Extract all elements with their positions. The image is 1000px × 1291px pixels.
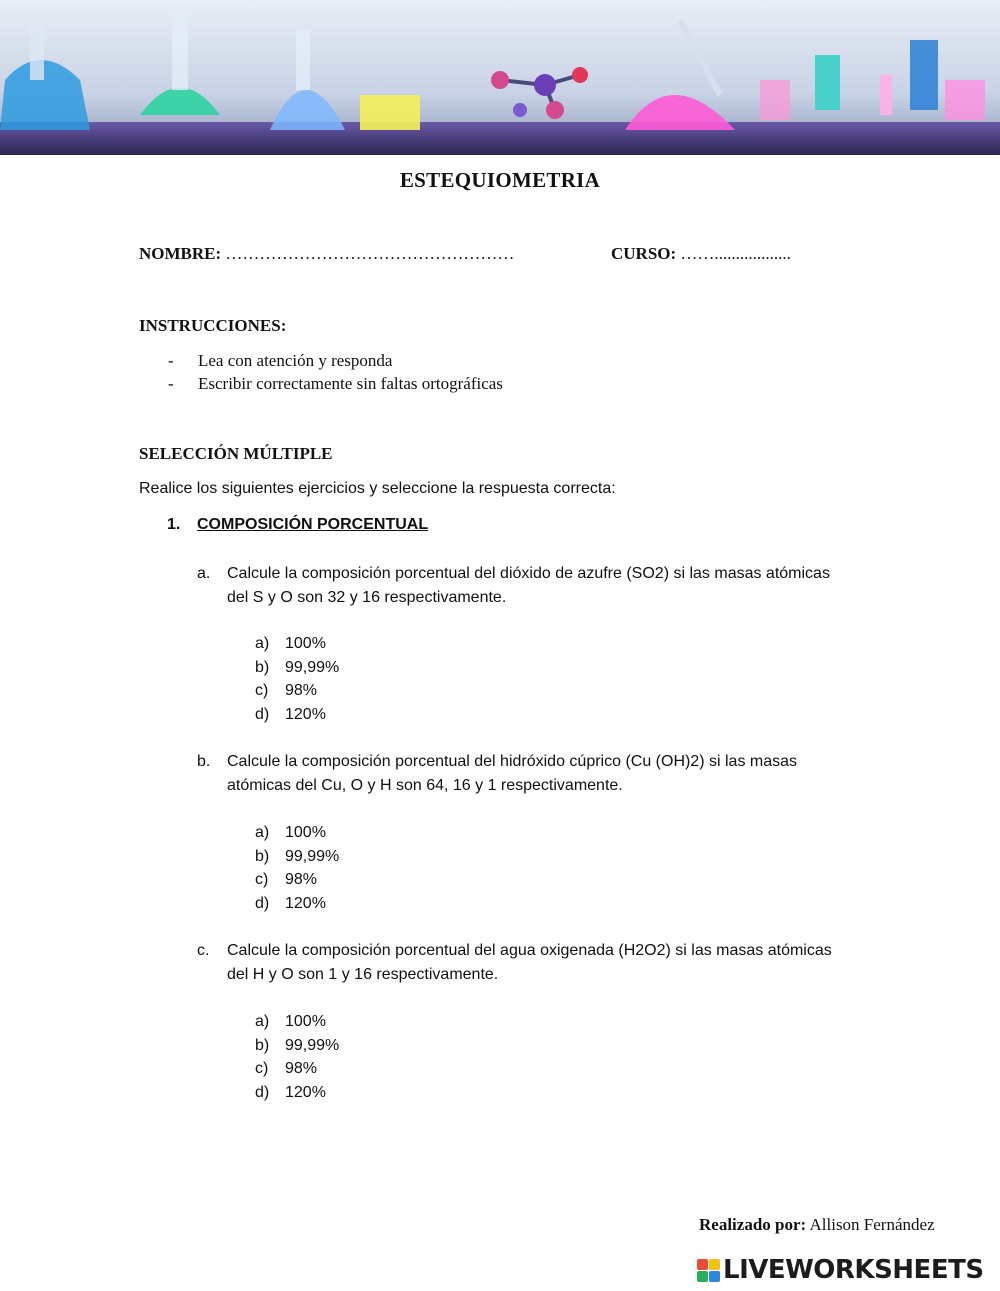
question-b	[197, 750, 847, 798]
option-label: b)	[255, 847, 270, 865]
option-item[interactable]	[255, 845, 339, 869]
option-item[interactable]	[255, 868, 339, 892]
list-bullet: -	[168, 351, 174, 370]
mark-square	[709, 1259, 720, 1270]
question-label: a.	[197, 565, 211, 582]
name-field	[139, 244, 514, 264]
option-text[interactable]: 120%	[285, 894, 326, 912]
option-label: a)	[255, 1013, 270, 1030]
option-label: d)	[255, 705, 270, 723]
option-label: b)	[255, 1036, 270, 1054]
course-field	[611, 244, 791, 264]
list-item	[168, 372, 503, 395]
topic-title: COMPOSICIÓN PORCENTUAL	[197, 516, 429, 533]
question-label: b.	[197, 753, 211, 770]
topic-number: 1.	[167, 516, 181, 533]
option-text[interactable]: 100%	[285, 635, 326, 652]
options-question-b	[255, 821, 339, 915]
option-label: c)	[255, 682, 269, 699]
list-bullet: -	[168, 374, 174, 393]
option-label: b)	[255, 658, 270, 676]
option-text[interactable]: 98%	[285, 682, 318, 699]
option-text[interactable]: 98%	[285, 871, 318, 888]
section-lead: Realice los siguientes ejercicios y seleccione la respuesta correcta:	[139, 480, 616, 497]
option-label: d)	[255, 1083, 270, 1101]
instructions-heading: INSTRUCCIONES:	[139, 316, 287, 335]
question-label: c.	[197, 942, 210, 959]
liveworksheets-mark-icon	[697, 1259, 720, 1282]
question-text: Calcule la composición porcentual del hidróxido cúprico (Cu (OH)2) si las masas atómicas del Cu, O y H son 64, 16 y 1 respectivamente.	[227, 753, 798, 794]
option-text[interactable]: 99,99%	[285, 658, 340, 676]
instructions-list	[168, 349, 503, 395]
name-blank[interactable]: ……………………………………………	[225, 244, 515, 263]
option-label: c)	[255, 1060, 269, 1077]
author-credit	[699, 1215, 935, 1235]
option-text[interactable]: 100%	[285, 824, 326, 841]
author-name: Allison Fernández	[809, 1215, 935, 1234]
header-lab-banner	[0, 0, 1000, 155]
option-item[interactable]	[255, 632, 339, 656]
mark-square	[697, 1259, 708, 1270]
name-label: NOMBRE:	[139, 244, 222, 263]
option-item[interactable]	[255, 1034, 339, 1058]
instruction-text: Lea con atención y responda	[198, 351, 393, 370]
option-text[interactable]: 99,99%	[285, 1036, 340, 1054]
page-title: ESTEQUIOMETRIA	[399, 168, 601, 192]
option-label: c)	[255, 871, 269, 888]
made-by-label: Realizado por:	[699, 1215, 807, 1234]
options-question-a	[255, 632, 339, 726]
option-item[interactable]	[255, 892, 339, 916]
option-item[interactable]	[255, 1081, 339, 1105]
option-label: a)	[255, 635, 270, 652]
option-item[interactable]	[255, 656, 339, 680]
option-label: d)	[255, 894, 270, 912]
option-text[interactable]: 99,99%	[285, 847, 340, 865]
mark-square	[709, 1271, 720, 1282]
option-item[interactable]	[255, 703, 339, 727]
liveworksheets-wordmark: LIVEWORKSHEETS	[723, 1255, 984, 1285]
options-question-c	[255, 1010, 339, 1104]
option-item[interactable]	[255, 1057, 339, 1081]
option-text[interactable]: 120%	[285, 705, 326, 723]
option-label: a)	[255, 824, 270, 841]
option-item[interactable]	[255, 1010, 339, 1034]
mark-square	[697, 1271, 708, 1282]
section-heading: SELECCIÓN MÚLTIPLE	[139, 444, 333, 463]
question-c	[197, 939, 847, 987]
option-item[interactable]	[255, 679, 339, 703]
lab-glassware-illustration	[0, 0, 1000, 155]
question-text: Calcule la composición porcentual del agua oxigenada (H2O2) si las masas atómicas del H y O son 1 y 16 respectivamente.	[227, 942, 832, 983]
option-text[interactable]: 120%	[285, 1083, 326, 1101]
course-blank[interactable]: ……..................	[680, 244, 791, 263]
liveworksheets-logo[interactable]	[697, 1255, 984, 1285]
course-label: CURSO:	[611, 244, 677, 263]
list-item	[168, 349, 503, 372]
instruction-text: Escribir correctamente sin faltas ortográficas	[198, 374, 503, 393]
option-text[interactable]: 98%	[285, 1060, 318, 1077]
option-text[interactable]: 100%	[285, 1013, 326, 1030]
option-item[interactable]	[255, 821, 339, 845]
question-text: Calcule la composición porcentual del dióxido de azufre (SO2) si las masas atómicas del S y O son 32 y 16 respectivamente.	[227, 565, 830, 606]
question-a	[197, 562, 847, 610]
